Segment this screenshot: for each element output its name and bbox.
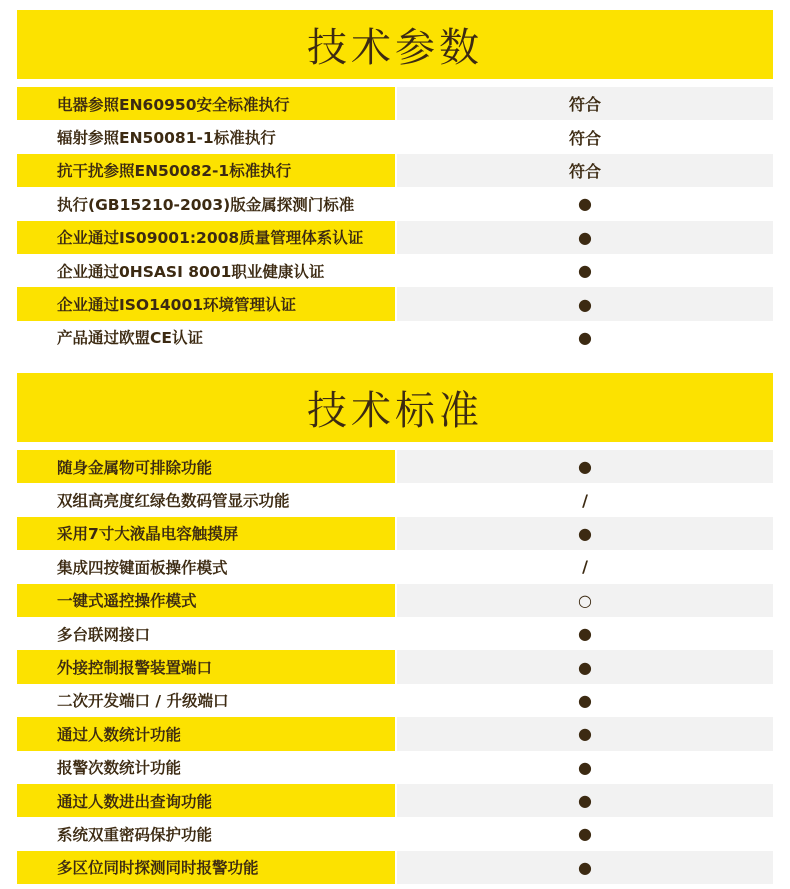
table-row [17,187,773,220]
row-label: 一键式遥控操作模式 [17,584,397,617]
table-row [17,751,773,784]
row-value: / [582,490,588,510]
row-value: ● [397,650,773,683]
row-value: ● [578,624,592,644]
row-label: 外接控制报警装置端口 [17,650,397,683]
row-value: 符合 [397,154,773,187]
table-row [17,650,773,683]
table-row [17,287,773,320]
row-value: ● [397,221,773,254]
row-value: ● [578,690,592,710]
row-label: 集成四按键面板操作模式 [57,558,228,577]
row-value: 符合 [568,128,601,148]
section-title: 技术参数 [17,10,773,79]
row-value: ● [397,851,773,884]
tech-standards-section [17,373,773,884]
row-label: 随身金属物可排除功能 [17,450,397,483]
row-value: ● [578,261,592,281]
row-value: ● [578,824,592,844]
row-label: 辐射参照EN50081-1标准执行 [57,129,276,148]
table-row [17,321,773,354]
table-row [17,851,773,884]
row-label: 双组高亮度红绿色数码管显示功能 [57,492,290,511]
row-label: 通过人数进出查询功能 [17,784,397,817]
table-row [17,817,773,850]
tech-params-table [17,87,773,354]
row-label: 多区位同时探测同时报警功能 [17,851,397,884]
section-title: 技术标准 [17,373,773,442]
row-label: 执行(GB15210-2003)版金属探测门标准 [57,195,355,214]
table-row [17,784,773,817]
row-label: 电器参照EN60950安全标准执行 [17,87,397,120]
row-value: ● [397,517,773,550]
row-value: ● [397,287,773,320]
row-label: 企业通过0HSASI 8001职业健康认证 [57,262,325,281]
row-label: 通过人数统计功能 [17,717,397,750]
row-value: ● [578,327,592,347]
row-value: ● [397,784,773,817]
tech-standards-table [17,450,773,884]
table-row [17,717,773,750]
table-row [17,450,773,483]
table-row [17,483,773,516]
row-value: ● [397,717,773,750]
row-value: 符合 [397,87,773,120]
table-row [17,154,773,187]
table-row [17,684,773,717]
row-label: 抗干扰参照EN50082-1标准执行 [17,154,397,187]
table-row [17,550,773,583]
table-row [17,221,773,254]
row-value: / [582,557,588,577]
row-label: 系统双重密码保护功能 [57,825,213,844]
table-row [17,87,773,120]
table-row [17,120,773,153]
row-value: ● [578,757,592,777]
row-value: ○ [397,584,773,617]
row-label: 报警次数统计功能 [57,759,182,778]
table-row [17,584,773,617]
row-label: 企业通过IS09001:2008质量管理体系认证 [17,221,397,254]
table-row [17,517,773,550]
row-value: ● [578,194,592,214]
table-row [17,254,773,287]
row-value: ● [397,450,773,483]
row-label: 二次开发端口 / 升级端口 [57,692,229,711]
row-label: 产品通过欧盟CE认证 [57,329,203,348]
row-label: 采用7寸大液晶电容触摸屏 [17,517,397,550]
table-row [17,617,773,650]
row-label: 多台联网接口 [57,625,151,644]
tech-params-section [17,10,773,354]
row-label: 企业通过ISO14001环境管理认证 [17,287,397,320]
